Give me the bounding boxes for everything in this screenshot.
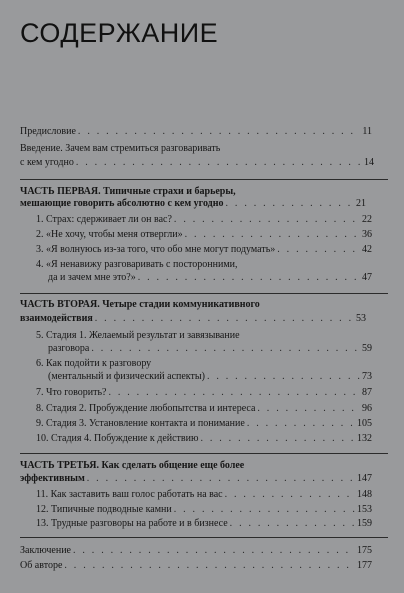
toc-page-number: 159 [357, 518, 372, 529]
toc-page-number: 147 [357, 473, 372, 484]
leader-dots [200, 433, 355, 445]
toc-page-number: 148 [357, 489, 372, 500]
toc-entry-label: Заключение [20, 545, 71, 556]
toc-entry-intro[interactable] [20, 157, 374, 169]
leader-dots [91, 343, 360, 355]
toc-entry-label: 10. Стадия 4. Побуждение к действию [36, 433, 199, 444]
toc-entry-label: да и зачем мне это?» [48, 272, 136, 283]
toc-entry-label: Предисловие [20, 126, 76, 137]
leader-dots [138, 272, 360, 284]
part1-heading-line1: ЧАСТЬ ПЕРВАЯ. Типичные страхи и барьеры, [20, 186, 236, 197]
toc-entry-label: 9. Стадия 3. Установление контакта и понимание [36, 418, 245, 429]
toc-entry-label: 11. Как заставить ваш голос работать на вас [36, 489, 223, 500]
toc-page-number: 59 [362, 343, 372, 354]
toc-page-number: 96 [362, 403, 372, 414]
leader-dots [226, 198, 354, 210]
toc-entry-label: с кем угодно [20, 157, 74, 168]
leader-dots [174, 214, 360, 226]
toc-part-label: мешающие говорить абсолютно с кем угодно [20, 198, 224, 209]
toc-page-number: 42 [362, 244, 372, 255]
toc-page-number: 22 [362, 214, 372, 225]
toc-page-number: 153 [357, 504, 372, 515]
toc-chapter-5[interactable] [48, 343, 372, 355]
leader-dots [64, 560, 355, 572]
leader-dots [225, 489, 355, 501]
toc-part1[interactable] [20, 198, 366, 210]
leader-dots [247, 418, 355, 430]
toc-entry-label: 3. «Я волнуюсь из-за того, что обо мне могут подумать» [36, 244, 276, 255]
toc-entry-label: разговора [48, 343, 90, 354]
leader-dots [78, 126, 360, 138]
toc-chapter-4[interactable] [48, 272, 372, 284]
toc-page-number: 47 [362, 272, 372, 283]
toc-chapter-5-line1: 5. Стадия 1. Желаемый результат и завязывание [36, 330, 240, 341]
leader-dots [207, 371, 360, 383]
toc-chapter-10[interactable] [36, 433, 372, 445]
toc-page-number: 175 [357, 545, 372, 556]
toc-page-number: 177 [357, 560, 372, 571]
toc-entry-label: 2. «Не хочу, чтобы меня отвергли» [36, 229, 183, 240]
toc-chapter-8[interactable] [36, 403, 372, 415]
toc-page-number: 132 [357, 433, 372, 444]
toc-chapter-9[interactable] [36, 418, 372, 430]
leader-dots [277, 244, 360, 256]
section-divider [20, 179, 388, 180]
leader-dots [108, 387, 360, 399]
toc-entry-label: 8. Стадия 2. Пробуждение любопытства и интереса [36, 403, 256, 414]
toc-page-number: 11 [362, 126, 372, 137]
toc-part2[interactable] [20, 313, 366, 325]
toc-chapter-6-line1: 6. Как подойти к разговору [36, 358, 152, 369]
toc-entry-preface[interactable] [20, 126, 372, 138]
toc-entry-label: 13. Трудные разговоры на работе и в бизнесе [36, 518, 228, 529]
leader-dots [73, 545, 355, 557]
leader-dots [257, 403, 360, 415]
toc-entry-label: 12. Типичные подводные камни [36, 504, 172, 515]
toc-chapter-11[interactable] [36, 489, 372, 501]
section-divider [20, 293, 388, 294]
toc-chapter-4-line1: 4. «Я ненавижу разговаривать с посторонними, [36, 259, 238, 270]
toc-part-label: эффективным [20, 473, 85, 484]
toc-chapter-12[interactable] [36, 504, 372, 516]
toc-part-label: взаимодействия [20, 313, 93, 324]
part3-heading-line1: ЧАСТЬ ТРЕТЬЯ. Как сделать общение еще более [20, 460, 245, 471]
leader-dots [76, 157, 362, 169]
leader-dots [95, 313, 354, 325]
toc-entry-label: Об авторе [20, 560, 63, 571]
toc-chapter-3[interactable] [36, 244, 372, 256]
toc-entry-label: 7. Что говорить? [36, 387, 107, 398]
toc-chapter-2[interactable] [36, 229, 372, 241]
toc-chapter-7[interactable] [36, 387, 372, 399]
toc-page-number: 105 [357, 418, 372, 429]
toc-page-number: 73 [362, 371, 372, 382]
toc-part3[interactable] [20, 473, 372, 485]
leader-dots [185, 229, 360, 241]
toc-entry-intro-line1: Введение. Зачем вам стремиться разговаривать [20, 143, 221, 154]
toc-chapter-6[interactable] [48, 371, 372, 383]
leader-dots [174, 504, 355, 516]
toc-entry-conclusion[interactable] [20, 545, 372, 557]
toc-page-number: 87 [362, 387, 372, 398]
page-title: СОДЕРЖАНИЕ [20, 18, 219, 48]
toc-chapter-1[interactable] [36, 214, 372, 226]
toc-entry-label: 1. Страх: сдерживает ли он вас? [36, 214, 172, 225]
toc-chapter-13[interactable] [36, 518, 372, 530]
toc-page-number: 36 [362, 229, 372, 240]
toc-page-number: 21 [356, 198, 366, 209]
toc-entry-about-author[interactable] [20, 560, 372, 572]
toc-entry-label: (ментальный и физический аспекты) [48, 371, 205, 382]
part2-heading-line1: ЧАСТЬ ВТОРАЯ. Четыре стадии коммуникативного [20, 299, 260, 310]
toc-page-number: 14 [364, 157, 374, 168]
leader-dots [230, 518, 355, 530]
leader-dots [87, 473, 355, 485]
section-divider [20, 537, 388, 538]
section-divider [20, 453, 388, 454]
toc-page-number: 53 [356, 313, 366, 324]
